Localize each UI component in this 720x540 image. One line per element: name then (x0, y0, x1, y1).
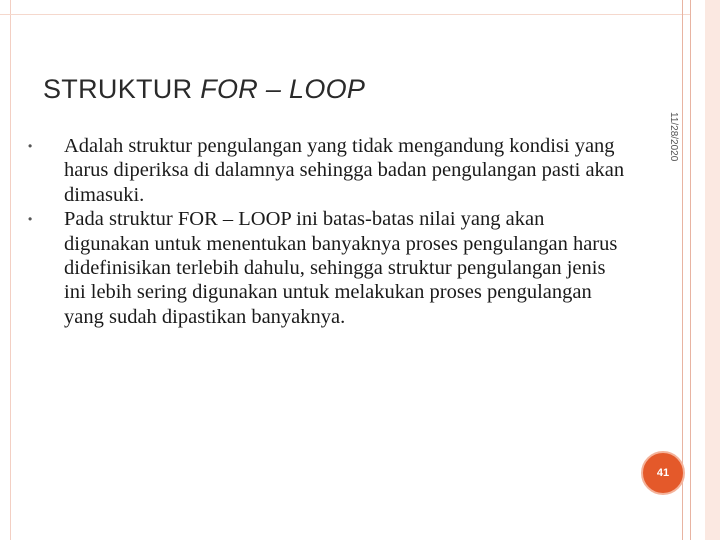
slide-title-italic: FOR – LOOP (200, 74, 366, 104)
right-decorative-band (705, 0, 720, 540)
bullet-item-1 (28, 134, 628, 207)
bullet-marker: • (28, 139, 33, 153)
slide-title (43, 74, 365, 105)
bullet-item-2 (28, 207, 628, 329)
slide-date: 11/28/2020 (668, 112, 679, 162)
left-decorative-rule (10, 0, 11, 540)
bullet-list (28, 134, 628, 329)
bullet-text: Pada struktur FOR – LOOP ini batas-batas nilai yang akan digunakan untuk menentukan banyaknya proses pengulangan harus didefinisikan terlebih dahulu, sehingga struktur pengulangan jenis ini lebih sering digunakan untuk melakukan proses pengulangan yang sudah dipastikan banyaknya. (64, 208, 618, 328)
right-decorative-rule-outer (690, 0, 691, 540)
bullet-marker: • (28, 212, 33, 227)
right-decorative-rule-inner (682, 0, 683, 540)
top-decorative-rule (0, 14, 690, 15)
slide-title-main: STRUKTUR (43, 74, 201, 104)
page-number-badge: 41 (641, 451, 685, 495)
bullet-text: Adalah struktur pengulangan yang tidak mengandung kondisi yang harus diperiksa di dalamnya sehingga badan pengulangan pasti akan dimasuki. (64, 135, 625, 206)
